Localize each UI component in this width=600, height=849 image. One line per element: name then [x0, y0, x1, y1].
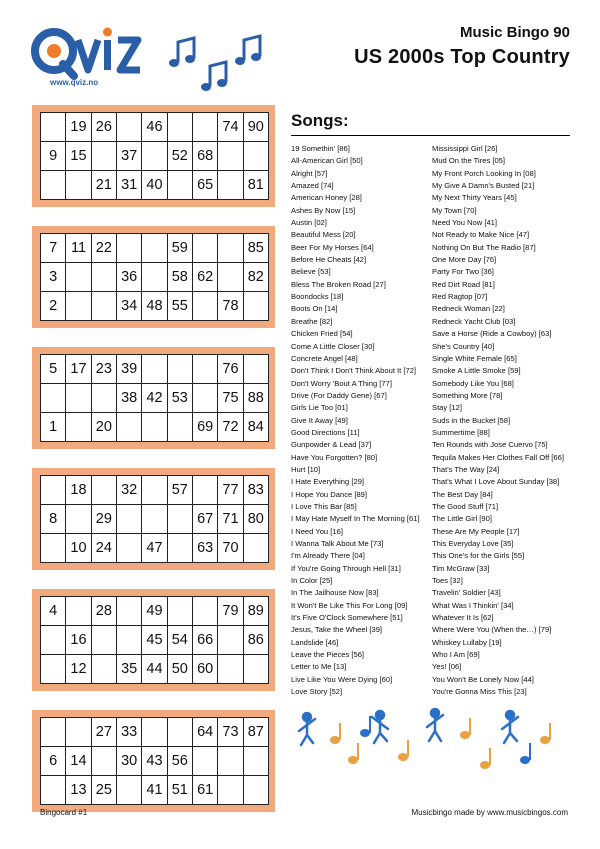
- bingo-cell: 10: [66, 534, 91, 563]
- bingo-cell: 80: [243, 505, 268, 534]
- song-item: Before He Cheats [42]: [291, 255, 367, 265]
- song-item: That's The Way [24]: [432, 464, 500, 474]
- bingo-cell: [41, 626, 66, 655]
- songs-heading: Songs:: [291, 111, 349, 130]
- bingo-cell: [192, 384, 217, 413]
- bingo-row: [41, 655, 269, 684]
- bingo-cell: 23: [91, 355, 116, 384]
- song-item: I'm Already There [04]: [291, 551, 365, 561]
- bingo-cell: 51: [167, 776, 192, 805]
- bingo-cell: 73: [218, 718, 243, 747]
- bingo-cell: [116, 597, 141, 626]
- bingo-cell: 54: [167, 626, 192, 655]
- song-item: Red Dirt Road [81]: [432, 279, 495, 289]
- song-item: Whatever It Is [62]: [432, 613, 494, 623]
- bingo-cell: [91, 626, 116, 655]
- bingo-cell: 31: [116, 171, 141, 200]
- song-item: Not Ready to Make Nice [47]: [432, 230, 530, 240]
- bingo-cell: 49: [142, 597, 167, 626]
- bingo-cell: 72: [218, 413, 243, 442]
- bingo-cell: 77: [218, 476, 243, 505]
- bingo-cell: [218, 234, 243, 263]
- song-item: Red Ragtop [07]: [432, 292, 488, 302]
- bingo-cell: 35: [116, 655, 141, 684]
- song-item: All-American Girl [50]: [291, 156, 363, 166]
- bingo-cell: 62: [192, 263, 217, 292]
- bingo-cell: 42: [142, 384, 167, 413]
- bingo-cell: 50: [167, 655, 192, 684]
- bingo-cell: 56: [167, 747, 192, 776]
- song-item: Whiskey Lullaby [19]: [432, 637, 502, 647]
- song-item: Travelin' Soldier [43]: [432, 588, 501, 598]
- song-item: I Love This Bar [85]: [291, 501, 357, 511]
- bingo-cell: 60: [192, 655, 217, 684]
- song-item: Bless The Broken Road [27]: [291, 279, 386, 289]
- bingo-cell: [66, 413, 91, 442]
- bingo-cell: 66: [192, 626, 217, 655]
- bingo-cell: 85: [243, 234, 268, 263]
- bingo-cell: 84: [243, 413, 268, 442]
- song-item: Redneck Woman [22]: [432, 304, 505, 314]
- song-item: Chicken Fried [54]: [291, 329, 353, 339]
- song-item: What Was I Thinkin' [34]: [432, 600, 514, 610]
- bingo-cell: 11: [66, 234, 91, 263]
- bingo-cell: 16: [66, 626, 91, 655]
- bingo-cell: [142, 263, 167, 292]
- song-item: American Honey [28]: [291, 193, 362, 203]
- bingo-cell: 47: [142, 534, 167, 563]
- music-notes-icon: [160, 32, 270, 102]
- bingo-cell: [167, 355, 192, 384]
- bingo-cell: 63: [192, 534, 217, 563]
- bingo-cell: [116, 413, 141, 442]
- song-item: The Best Day [84]: [432, 489, 493, 499]
- bingo-cell: 20: [91, 413, 116, 442]
- bingo-cell: [192, 476, 217, 505]
- song-item: Come A Little Closer [30]: [291, 341, 375, 351]
- song-item: Ten Rounds with Jose Cuervo [75]: [432, 440, 548, 450]
- page-subtitle: US 2000s Top Country: [354, 46, 570, 68]
- bingo-cell: [192, 597, 217, 626]
- bingo-cell: [66, 505, 91, 534]
- song-item: She's Country [40]: [432, 341, 495, 351]
- bingo-grid: [40, 112, 269, 200]
- bingo-cell: 69: [192, 413, 217, 442]
- bingo-cell: 44: [142, 655, 167, 684]
- bingo-cell: [41, 534, 66, 563]
- bingo-cell: [91, 384, 116, 413]
- bingo-cell: 89: [243, 597, 268, 626]
- bingo-cell: [243, 776, 268, 805]
- bingo-cell: 8: [41, 505, 66, 534]
- bingo-cell: 5: [41, 355, 66, 384]
- song-item: Don't Think I Don't Think About It [72]: [291, 366, 417, 376]
- song-item: Don't Worry 'Bout A Thing [77]: [291, 378, 392, 388]
- bingo-cell: [192, 234, 217, 263]
- bingo-cell: 82: [243, 263, 268, 292]
- bingo-row: [41, 413, 269, 442]
- bingo-grid: [40, 475, 269, 563]
- bingo-cell: 55: [167, 292, 192, 321]
- song-item: You're Gonna Miss This [23]: [432, 687, 527, 697]
- song-item: Yes! [06]: [432, 662, 462, 672]
- bingo-cell: [218, 747, 243, 776]
- song-item: Beautiful Mess [20]: [291, 230, 356, 240]
- bingo-cell: [91, 747, 116, 776]
- bingo-cell: [192, 292, 217, 321]
- bingo-cell: 29: [91, 505, 116, 534]
- bingo-cell: 32: [116, 476, 141, 505]
- bingo-cell: [243, 747, 268, 776]
- song-item: Jesus, Take the Wheel [39]: [291, 625, 383, 635]
- song-item: Mud On the Tires [05]: [432, 156, 506, 166]
- song-item: It Won't Be Like This For Long [09]: [291, 600, 408, 610]
- song-item: Breathe [82]: [291, 316, 333, 326]
- bingo-cell: [66, 292, 91, 321]
- bingo-cell: 58: [167, 263, 192, 292]
- bingo-grid: [40, 354, 269, 442]
- bingo-cell: [218, 263, 243, 292]
- bingo-cell: 21: [91, 171, 116, 200]
- song-item: Alright [57]: [291, 168, 328, 178]
- bingo-cell: 70: [218, 534, 243, 563]
- bingo-cell: 83: [243, 476, 268, 505]
- song-item: I Need You [16]: [291, 526, 343, 536]
- bingo-cell: 79: [218, 597, 243, 626]
- bingo-row: [41, 171, 269, 200]
- bingo-cell: [41, 384, 66, 413]
- bingo-cell: 3: [41, 263, 66, 292]
- bingo-cell: 86: [243, 626, 268, 655]
- bingo-grid: [40, 233, 269, 321]
- song-item: Landslide [46]: [291, 637, 339, 647]
- bingo-cell: [41, 171, 66, 200]
- song-item: Letter to Me [13]: [291, 662, 347, 672]
- song-item: Save a Horse (Ride a Cowboy) [63]: [432, 329, 552, 339]
- bingo-cell: 25: [91, 776, 116, 805]
- bingo-cell: [192, 113, 217, 142]
- dancing-figures-illustration: [295, 705, 565, 785]
- bingo-cell: 46: [142, 113, 167, 142]
- bingocard-number: Bingocard #1: [40, 808, 88, 817]
- bingo-cell: 4: [41, 597, 66, 626]
- bingo-cell: 1: [41, 413, 66, 442]
- bingo-cell: [116, 505, 141, 534]
- bingo-cell: [167, 597, 192, 626]
- song-item: Who I Am [69]: [432, 650, 480, 660]
- bingo-cell: 12: [66, 655, 91, 684]
- bingo-cell: [142, 142, 167, 171]
- song-item: Austin [02]: [291, 218, 327, 228]
- bingo-cell: [167, 413, 192, 442]
- bingo-card: [32, 347, 275, 449]
- bingo-cell: [116, 626, 141, 655]
- bingo-cell: [243, 655, 268, 684]
- bingo-cell: [66, 384, 91, 413]
- bingo-cell: 7: [41, 234, 66, 263]
- bingo-cell: [91, 655, 116, 684]
- bingo-cell: 52: [167, 142, 192, 171]
- bingo-cell: 6: [41, 747, 66, 776]
- bingo-cell: 38: [116, 384, 141, 413]
- bingo-row: [41, 597, 269, 626]
- song-item: Need You Now [41]: [432, 218, 498, 228]
- bingo-cell: 75: [218, 384, 243, 413]
- song-item: Give It Away [49]: [291, 415, 348, 425]
- songs-column-b: [432, 143, 564, 698]
- song-item: Boondocks [18]: [291, 292, 344, 302]
- song-item: Good Directions [11]: [291, 427, 360, 437]
- song-item: The Good Stuff [71]: [432, 501, 499, 511]
- bingo-cell: [192, 355, 217, 384]
- song-item: This Everyday Love [35]: [432, 539, 514, 548]
- song-item: In The Jailhouse Now [83]: [291, 588, 379, 598]
- bingo-cell: 78: [218, 292, 243, 321]
- bingo-cell: 24: [91, 534, 116, 563]
- song-item: One More Day [76]: [432, 255, 497, 265]
- bingo-card: [32, 226, 275, 328]
- bingo-cards: [32, 105, 275, 831]
- bingo-cell: [243, 142, 268, 171]
- bingo-cell: [116, 234, 141, 263]
- bingo-cell: [41, 113, 66, 142]
- bingo-cell: 9: [41, 142, 66, 171]
- bingo-cell: [91, 142, 116, 171]
- bingo-cell: 13: [66, 776, 91, 805]
- bingo-cell: 45: [142, 626, 167, 655]
- bingo-cell: 14: [66, 747, 91, 776]
- song-item: This One's for the Girls [55]: [432, 551, 525, 561]
- bingo-cell: 28: [91, 597, 116, 626]
- bingo-cell: 19: [66, 113, 91, 142]
- bingo-card: [32, 589, 275, 691]
- song-item: Toes [32]: [432, 576, 463, 586]
- bingo-cell: 74: [218, 113, 243, 142]
- song-item: Where Were You (When the…) [79]: [432, 625, 552, 635]
- bingo-cell: [41, 776, 66, 805]
- bingo-cell: 53: [167, 384, 192, 413]
- song-item: I Wanna Talk About Me [73]: [291, 539, 384, 548]
- song-item: Live Like You Were Dying [60]: [291, 674, 393, 684]
- bingo-cell: 61: [192, 776, 217, 805]
- bingo-cell: [116, 534, 141, 563]
- bingo-row: [41, 534, 269, 563]
- bingo-cell: [243, 534, 268, 563]
- bingo-cell: [167, 171, 192, 200]
- page-title: Music Bingo 90: [459, 24, 570, 41]
- song-item: Amazed [74]: [291, 181, 334, 191]
- song-item: Summertime [88]: [432, 427, 490, 437]
- bingo-cell: [142, 505, 167, 534]
- song-item: Stay [12]: [432, 403, 462, 413]
- song-item: Beer For My Horses [64]: [291, 242, 374, 252]
- song-item: Hurt [10]: [291, 464, 321, 474]
- song-item: In Color [25]: [291, 576, 333, 586]
- song-item: 19 Somethin' [86]: [291, 144, 350, 153]
- bingo-row: [41, 476, 269, 505]
- bingo-cell: [142, 234, 167, 263]
- song-item: I Hate Everything [29]: [291, 477, 365, 487]
- song-item: Tim McGraw [33]: [432, 563, 490, 573]
- bingo-cell: 22: [91, 234, 116, 263]
- song-item: I Hope You Dance [89]: [291, 489, 367, 499]
- bingo-cell: [66, 263, 91, 292]
- bingo-cell: 41: [142, 776, 167, 805]
- bingo-cell: 87: [243, 718, 268, 747]
- song-item: You Won't Be Lonely Now [44]: [432, 674, 534, 684]
- song-item: Suds in the Bucket [58]: [432, 415, 511, 425]
- songs-column-a: [291, 143, 420, 698]
- bingo-cell: 68: [192, 142, 217, 171]
- bingo-cell: 43: [142, 747, 167, 776]
- bingo-row: [41, 142, 269, 171]
- bingo-cell: [167, 718, 192, 747]
- bingo-row: [41, 626, 269, 655]
- bingo-cell: 40: [142, 171, 167, 200]
- bingo-row: [41, 355, 269, 384]
- bingo-cell: [41, 476, 66, 505]
- song-item: Ashes By Now [15]: [291, 205, 356, 215]
- bingo-cell: [66, 718, 91, 747]
- song-item: Redneck Yacht Club [03]: [432, 316, 516, 326]
- bingo-cell: [167, 534, 192, 563]
- bingo-cell: 71: [218, 505, 243, 534]
- bingo-cell: [218, 655, 243, 684]
- bingo-cell: 67: [192, 505, 217, 534]
- song-item: That's What I Love About Sunday [38]: [432, 477, 560, 487]
- bingo-cell: 39: [116, 355, 141, 384]
- bingo-row: [41, 384, 269, 413]
- bingo-cell: [142, 476, 167, 505]
- song-item: Have You Forgotten? [80]: [291, 452, 378, 462]
- bingo-cell: [218, 626, 243, 655]
- bingo-cell: 76: [218, 355, 243, 384]
- bingo-cell: 17: [66, 355, 91, 384]
- bingo-cell: 30: [116, 747, 141, 776]
- bingo-cell: [66, 597, 91, 626]
- bingo-cell: [142, 355, 167, 384]
- song-item: Somebody Like You [68]: [432, 378, 514, 388]
- bingo-cell: 27: [91, 718, 116, 747]
- bingo-cell: [116, 776, 141, 805]
- bingo-cell: [91, 476, 116, 505]
- bingo-cell: [192, 747, 217, 776]
- song-item: I May Hate Myself In The Morning [61]: [291, 514, 420, 524]
- bingo-row: [41, 263, 269, 292]
- bingo-cell: 81: [243, 171, 268, 200]
- song-item: Nothing On But The Radio [87]: [432, 242, 536, 252]
- bingo-cell: 18: [66, 476, 91, 505]
- bingo-row: [41, 505, 269, 534]
- bingo-grid: [40, 596, 269, 684]
- song-item: Something More [78]: [432, 390, 503, 400]
- song-item: Gunpowder & Lead [37]: [291, 440, 372, 450]
- song-item: Mississippi Girl [26]: [432, 144, 498, 153]
- bingo-row: [41, 292, 269, 321]
- song-item: If You're Going Through Hell [31]: [291, 563, 401, 573]
- bingo-card: [32, 468, 275, 570]
- song-item: Leave the Pieces [56]: [291, 650, 365, 660]
- song-item: My Front Porch Looking In [08]: [432, 168, 536, 178]
- song-item: Tequila Makes Her Clothes Fall Off [66]: [432, 452, 564, 462]
- bingo-row: [41, 234, 269, 263]
- song-item: Concrete Angel [48]: [291, 353, 358, 363]
- bingo-cell: 2: [41, 292, 66, 321]
- bingo-cell: 88: [243, 384, 268, 413]
- song-item: Believe [53]: [291, 267, 331, 277]
- bingo-cell: 64: [192, 718, 217, 747]
- bingo-cell: 57: [167, 476, 192, 505]
- bingo-cell: [41, 718, 66, 747]
- song-item: Smoke A Little Smoke [59]: [432, 366, 521, 376]
- bingo-cell: [167, 505, 192, 534]
- bingo-card: [32, 105, 275, 207]
- bingo-cell: [218, 776, 243, 805]
- song-item: Drive (For Daddy Gene) [67]: [291, 390, 387, 400]
- song-item: Boots On [14]: [291, 304, 338, 314]
- song-item: My Give A Damn's Busted [21]: [432, 181, 535, 191]
- bingo-cell: 33: [116, 718, 141, 747]
- song-item: Party For Two [36]: [432, 267, 494, 277]
- bingo-cell: 59: [167, 234, 192, 263]
- bingo-cell: [218, 171, 243, 200]
- credits: Musicbingo made by www.musicbingos.com: [411, 808, 568, 817]
- bingo-cell: [243, 292, 268, 321]
- bingo-cell: [116, 113, 141, 142]
- bingo-row: [41, 718, 269, 747]
- bingo-cell: 26: [91, 113, 116, 142]
- bingo-cell: 90: [243, 113, 268, 142]
- bingo-cell: [66, 171, 91, 200]
- song-item: These Are My People [17]: [432, 526, 520, 536]
- bingo-cell: [41, 655, 66, 684]
- bingo-cell: [142, 718, 167, 747]
- bingo-cell: [218, 142, 243, 171]
- bingo-cell: 15: [66, 142, 91, 171]
- bingo-grid: [40, 717, 269, 805]
- bingo-row: [41, 747, 269, 776]
- divider: [291, 135, 570, 136]
- bingo-cell: 36: [116, 263, 141, 292]
- song-item: It's Five O'Clock Somewhere [51]: [291, 613, 403, 623]
- bingo-cell: [167, 113, 192, 142]
- bingo-cell: [142, 413, 167, 442]
- bingo-cell: 48: [142, 292, 167, 321]
- bingo-cell: 34: [116, 292, 141, 321]
- bingo-card: [32, 710, 275, 812]
- song-item: Love Story [52]: [291, 687, 343, 697]
- song-item: My Next Thirty Years [45]: [432, 193, 517, 203]
- bingo-row: [41, 113, 269, 142]
- bingo-cell: [243, 355, 268, 384]
- bingo-cell: 65: [192, 171, 217, 200]
- song-item: My Town [70]: [432, 205, 477, 215]
- bingo-cell: [91, 292, 116, 321]
- logo-url: www.qviz.no: [50, 78, 99, 87]
- song-item: The Little Girl [90]: [432, 514, 492, 524]
- bingo-cell: [91, 263, 116, 292]
- song-item: Single White Female [65]: [432, 353, 517, 363]
- bingo-cell: 37: [116, 142, 141, 171]
- bingo-row: [41, 776, 269, 805]
- song-item: Girls Lie Too [01]: [291, 403, 348, 413]
